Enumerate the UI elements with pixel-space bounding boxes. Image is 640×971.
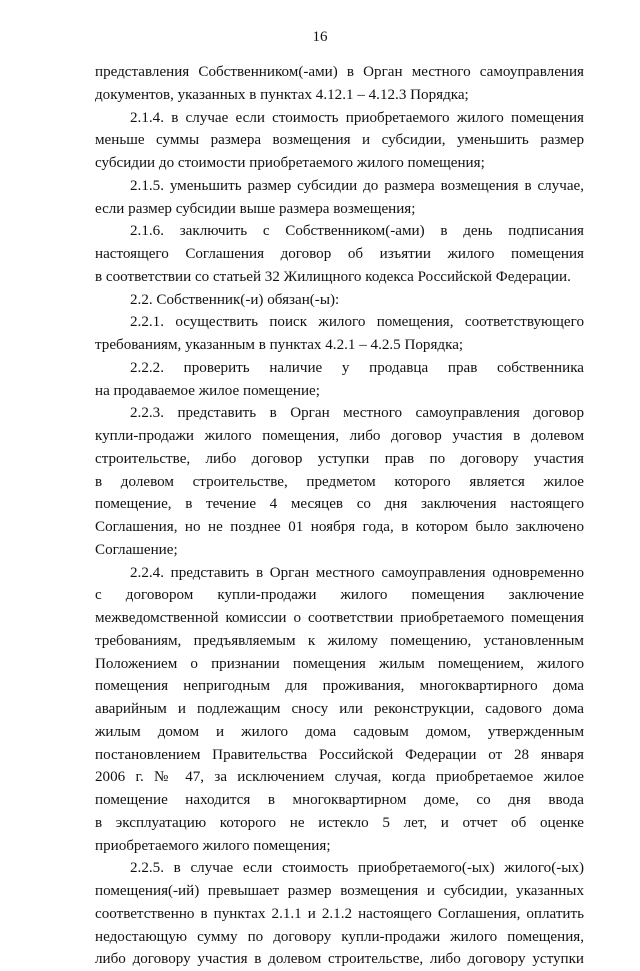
text-line: помещение, в течение 4 месяцев со дня заключения настоящего [95, 496, 584, 513]
text-line: приобретаемого жилого помещения; [95, 837, 331, 854]
text-line: в эксплуатацию которого не истекло 5 лет, и отчет об оценке [95, 814, 584, 831]
text-line: Соглашения, но не позднее 01 ноября года, в котором было заключено [95, 519, 584, 535]
text-line: аварийным и подлежащим сносу или реконструкции, садового дома [95, 701, 584, 717]
page-number: 16 [312, 29, 328, 45]
text-line: представления Собственником(-ами) в Орган местного самоуправления [95, 64, 584, 80]
text-line: 2.1.4. в случае если стоимость приобретаемого жилого помещения [130, 109, 584, 126]
text-line: субсидии до стоимости приобретаемого жилого помещения; [95, 155, 485, 171]
text-line: купли-продажи жилого помещения, либо договор участия в долевом [95, 428, 584, 444]
text-line: либо договору участия в долевом строительстве, либо договору уступки [95, 951, 584, 968]
text-line: 2006 г. № 47, за исключением случая, когда приобретаемое жилое [95, 769, 584, 786]
text-line: строительстве, либо договор уступки прав по договору участия [95, 450, 584, 467]
text-line: 2.2.5. в случае если стоимость приобретаемого(-ых) жилого(-ых) [130, 860, 584, 877]
text-line: помещение находится в многоквартирном доме, со дня ввода [95, 792, 584, 808]
text-line: 2.1.5. уменьшить размер субсидии до размера возмещения в случае, [130, 177, 584, 194]
text-line: настоящего Соглашения договор об изъятии жилого помещения [95, 246, 584, 262]
text-line: документов, указанных в пунктах 4.12.1 – 4.12.3 Порядка; [95, 86, 469, 103]
text-line: 2.2.1. осуществить поиск жилого помещения, соответствующего [130, 314, 584, 331]
text-line: на продаваемое жилое помещение; [95, 382, 320, 399]
text-line: 2.2.2. проверить наличие у продавца прав собственника [130, 359, 584, 376]
text-line: требованиям, указанным в пунктах 4.2.1 – 4.2.5 Порядка; [95, 337, 464, 353]
text-line: Соглашение; [95, 541, 178, 558]
text-line: помещения(-ий) превышает размер возмещения и субсидии, указанных [95, 883, 584, 899]
text-line: в долевом строительстве, предметом которого является жилое [95, 473, 584, 490]
text-line: 2.1.6. заключить с Собственником(-ами) в день подписания [130, 223, 584, 240]
text-line: жилым домом и жилого дома садовым домом, утвержденным [95, 723, 584, 740]
text-line: 2.2.3. представить в Орган местного самоуправления договор [130, 405, 584, 422]
text-line: в соответствии со статьей 32 Жилищного кодекса Российской Федерации. [95, 268, 571, 285]
text-line: помещения непригодным для проживания, многоквартирного дома [95, 678, 584, 695]
text-line: Положением о признании помещения жилым помещением, жилого [95, 655, 584, 672]
text-line: межведомственной комиссии о соответствии приобретаемого помещения [95, 610, 584, 626]
text-line: недостающую сумму по договору купли-продажи жилого помещения, [95, 928, 584, 945]
text-line: если размер субсидии выше размера возмещения; [95, 200, 416, 217]
text-line: меньше суммы размера возмещения и субсидии, уменьшить размер [95, 132, 584, 149]
text-line: постановлением Правительства Российской Федерации от 28 января [95, 746, 584, 763]
document-body [95, 61, 584, 971]
text-line: 2.2. Собственник(-и) обязан(-ы): [130, 291, 340, 308]
text-line: требованиям, предъявляемым к жилому помещению, установленным [95, 632, 584, 649]
text-line: 2.2.4. представить в Орган местного самоуправления одновременно [130, 564, 584, 581]
text-line: с договором купли-продажи жилого помещения заключение [95, 587, 584, 604]
text-line: соответственно в пунктах 2.1.1 и 2.1.2 настоящего Соглашения, оплатить [95, 905, 584, 922]
